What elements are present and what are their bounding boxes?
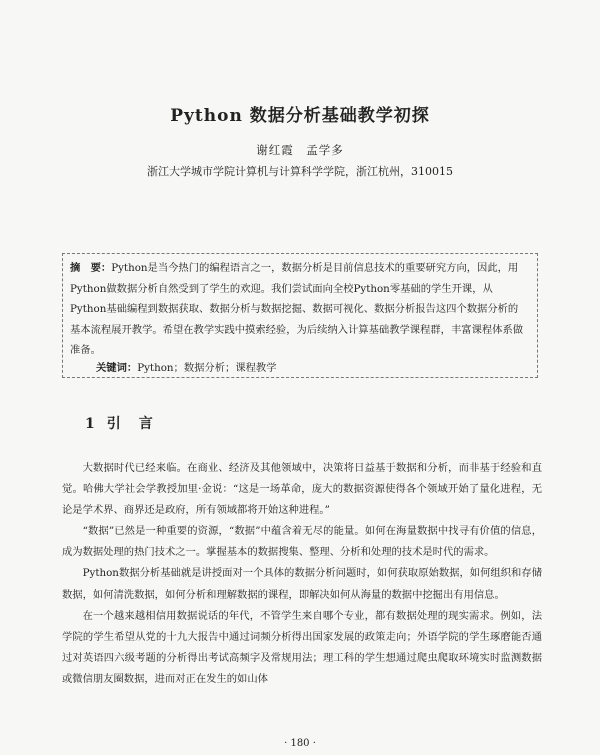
abstract-label: 摘 要： <box>70 262 112 274</box>
paragraph: “数据”已然是一种重要的资源，“数据”中蕴含着无尽的能量。如何在海量数据中找寻有价值的信息，成为数据处理的热门技术之一。掌握基本的数据搜集、整理、分析和处理的技术是时代的需求。 <box>62 525 542 559</box>
paragraph: Python数据分析基础就是讲授面对一个具体的数据分析问题时，如何获取原始数据，如何组织和存储数据，如何清洗数据，如何分析和理解数据的课程，即解决如何从海量的数据中挖掘出有用信息。 <box>62 567 542 601</box>
keywords <box>96 360 516 376</box>
abstract <box>70 258 526 361</box>
page-number: · 180 · <box>284 738 316 749</box>
keywords-label: 关键词： <box>96 362 138 374</box>
section-heading <box>85 413 155 433</box>
abstract-body: Python是当今热门的编程语言之一，数据分析是目前信息技术的重要研究方向，因此，用Python做数据分析自然受到了学生的欢迎。我们尝试面向全校Python零基础的学生开课，从Python基础编程到数据获取、数据分析与数据挖掘、数据可视化、数据分析报告这四个数据分析的基本流程展开教学。希望在教学实践中摸索经验，为后续纳入计算基础教学课程群，丰富课程体系做准备。 <box>70 262 524 357</box>
section-title: 引 言 <box>106 416 155 432</box>
paragraph: 大数据时代已经来临。在商业、经济及其他领域中，决策将日益基于数据和分析，而非基于经验和直觉。哈佛大学社会学教授加里·金说：“这是一场革命，庞大的数据资源使得各个领域开始了量化进程，无论是学术界、商界还是政府，所有领域都将开始这种进程。” <box>62 462 542 517</box>
paragraph: 在一个越来越相信用数据说话的年代，不管学生来自哪个专业，都有数据处理的现实需求。例如，法学院的学生希望从党的十九大报告中通过词频分析得出国家发展的政策走向；外语学院的学生琢磨能否通过对英语四六级考题的分析得出考试高频字及常规用法；理工科的学生想通过爬虫爬取环境实时监测数据或微信朋友圈数据，进而对正在发生的如山体 <box>62 609 542 685</box>
paper-title: Python 数据分析基础教学初探 <box>170 106 430 126</box>
keywords-text: Python；数据分析；课程教学 <box>137 362 277 374</box>
section-number: 1 <box>85 416 97 432</box>
affiliation: 浙江大学城市学院计算机与计算科学学院，浙江杭州，310015 <box>147 165 453 178</box>
authors: 谢红霞 孟学多 <box>256 143 344 157</box>
body-text <box>62 458 542 690</box>
